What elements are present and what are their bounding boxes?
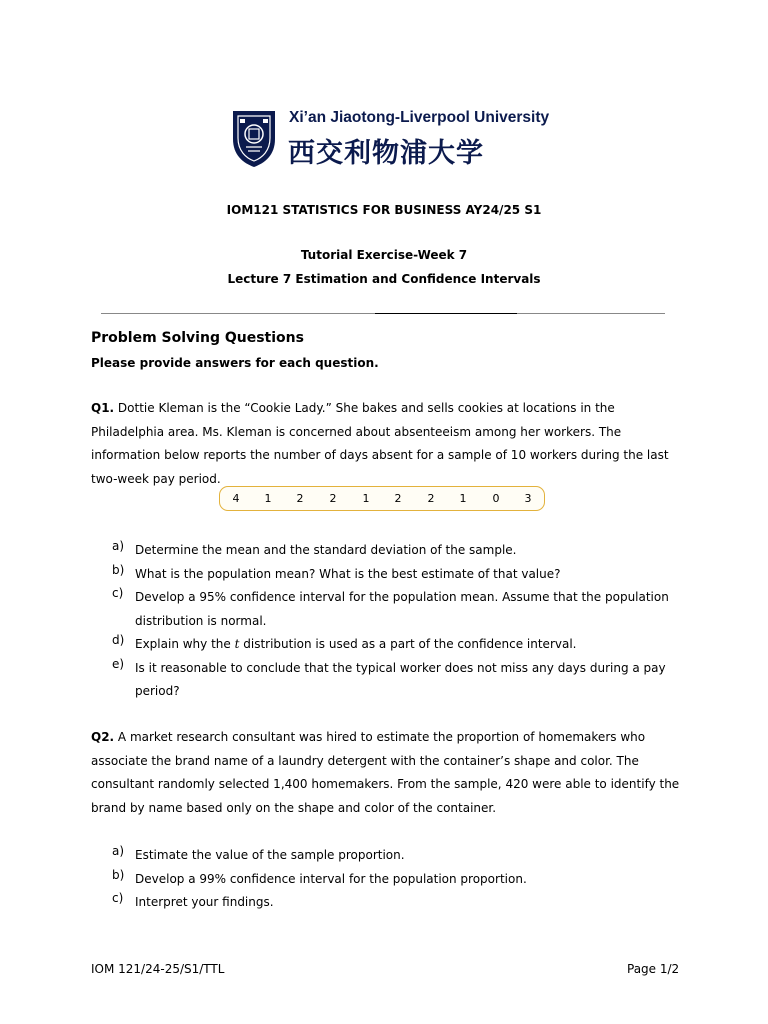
item-letter: b)	[112, 562, 125, 577]
tutorial-title: Tutorial Exercise-Week 7	[300, 248, 468, 262]
data-value: 2	[394, 492, 402, 505]
instruction-text: Please provide answers for each question.	[91, 356, 379, 370]
item-text: Develop a 95% confidence interval for the population mean. Assume that the population distribution is normal.	[135, 590, 669, 628]
footer-code: IOM 121/24-25/S1/TTL	[91, 962, 225, 976]
data-value: 4	[232, 492, 240, 505]
item-letter: a)	[112, 844, 125, 858]
data-value: 1	[264, 492, 272, 505]
lecture-title: Lecture 7 Estimation and Confidence Intervals	[227, 272, 541, 286]
q1-label: Q1.	[91, 401, 115, 415]
q1-text: Dottie Kleman is the “Cookie Lady.” She bakes and sells cookies at locations in the Philadelphia area. Ms. Kleman is concerned about absenteeism among her workers. The information below reports the number of days absent for a sample of 10 workers during the last two-week pay period.	[91, 401, 669, 486]
data-value: 3	[524, 492, 532, 505]
course-title: IOM121 STATISTICS FOR BUSINESS AY24/25 S1	[226, 203, 542, 217]
item-text: Interpret your findings.	[135, 895, 274, 909]
university-crest-icon	[231, 109, 277, 169]
item-text: Is it reasonable to conclude that the typical worker does not miss any days during a pay period?	[135, 660, 666, 698]
item-letter: c)	[112, 586, 124, 600]
data-value: 0	[492, 492, 500, 505]
q1-data-box	[219, 486, 545, 511]
item-text: Determine the mean and the standard deviation of the sample.	[135, 543, 517, 557]
university-logo	[231, 109, 550, 171]
item-text: What is the population mean? What is the best estimate of that value?	[135, 566, 561, 581]
section-heading: Problem Solving Questions	[91, 330, 304, 346]
divider-accent	[375, 313, 517, 314]
university-name-en: Xi’an Jiaotong-Liverpool University	[289, 109, 550, 126]
item-letter: a)	[112, 539, 125, 553]
data-value: 1	[362, 492, 370, 505]
data-value: 1	[459, 492, 467, 505]
item-text: Explain why the t distribution is used as a part of the confidence interval.	[135, 637, 577, 651]
item-letter: b)	[112, 867, 125, 882]
q2-paragraph	[91, 726, 686, 820]
q2-label: Q2.	[91, 730, 115, 744]
q1-paragraph	[91, 397, 686, 491]
item-letter: e)	[112, 656, 125, 671]
data-value: 2	[427, 492, 435, 505]
item-text: Estimate the value of the sample proportion.	[135, 848, 405, 862]
item-letter: c)	[112, 891, 124, 905]
data-value: 2	[296, 492, 304, 505]
data-value: 2	[329, 492, 337, 505]
university-name-cn: 西交利物浦大学	[288, 138, 484, 169]
q2-text: A market research consultant was hired to estimate the proportion of homemakers who associate the brand name of a laundry detergent with the container’s shape and color. The consultant randomly selected 1,400 homemakers. From the sample, 420 were able to identify the brand by name based only on the shape and color of the container.	[91, 730, 680, 815]
item-text: Develop a 99% confidence interval for the population proportion.	[135, 871, 527, 886]
footer-page-number: Page 1/2	[627, 962, 680, 976]
item-letter: d)	[112, 633, 125, 647]
